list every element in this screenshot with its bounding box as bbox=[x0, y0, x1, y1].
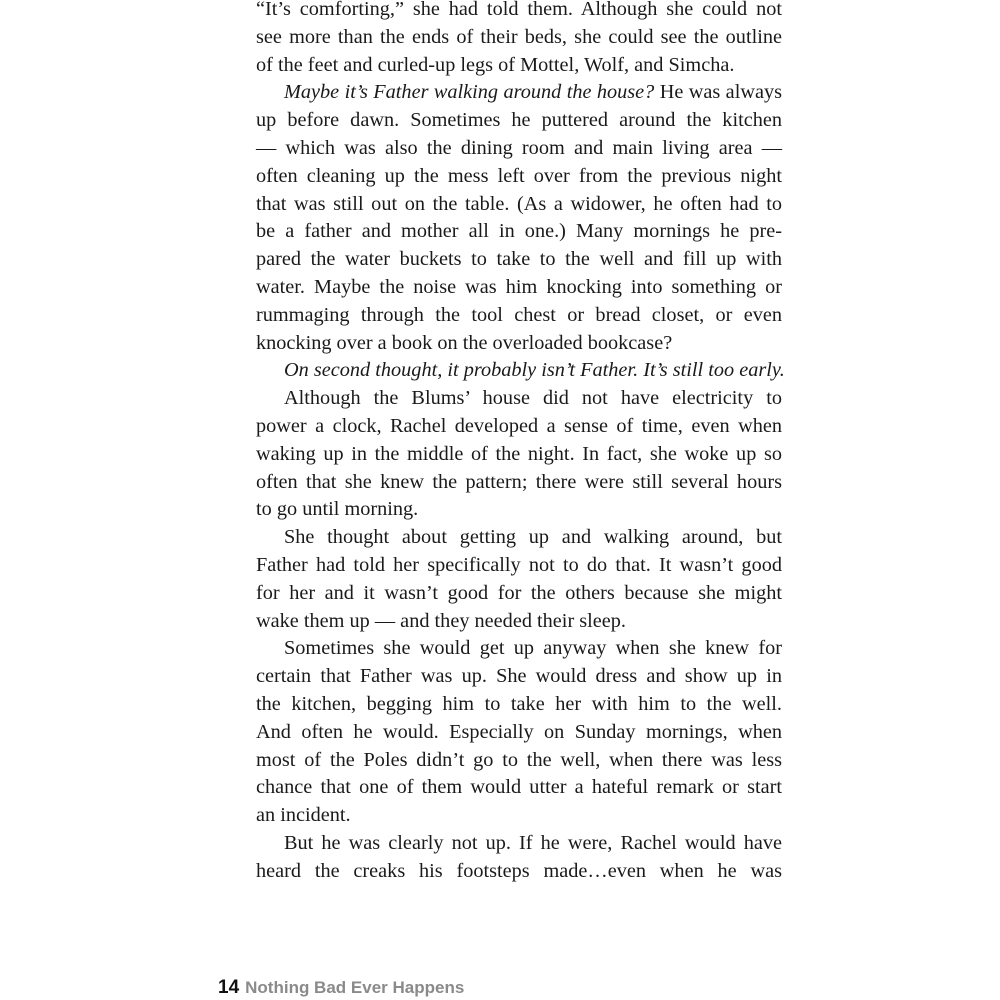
line-text: pared the water buckets to take to the well and fill up with bbox=[256, 248, 782, 271]
text-line bbox=[256, 274, 782, 302]
text-line bbox=[256, 441, 782, 469]
line-text: — which was also the dining room and main living area — bbox=[256, 136, 782, 159]
text-line bbox=[256, 858, 782, 886]
line-text: that was still out on the table. (As a widower, he often had to bbox=[256, 192, 782, 215]
line-text: heard the creaks his footsteps made…even when he was bbox=[256, 859, 782, 882]
text-line bbox=[256, 774, 782, 802]
text-line bbox=[256, 0, 782, 24]
text-line bbox=[256, 635, 782, 663]
text-line bbox=[256, 191, 782, 219]
line-text: often cleaning up the mess left over from the previous night bbox=[256, 164, 782, 187]
line-text: And often he would. Especially on Sunday mornings, when bbox=[256, 720, 782, 743]
text-line bbox=[256, 357, 785, 385]
text-line bbox=[256, 163, 782, 191]
text-line bbox=[256, 830, 782, 858]
text-line bbox=[256, 524, 782, 552]
text-line bbox=[256, 302, 782, 330]
line-text: up before dawn. Sometimes he puttered around the kitchen bbox=[256, 109, 782, 132]
line-text: She thought about getting up and walking around, but bbox=[284, 526, 782, 549]
line-text: But he was clearly not up. If he were, Rachel would have bbox=[284, 831, 782, 854]
text-line bbox=[256, 469, 782, 497]
line-text: see more than the ends of their beds, she could see the outline bbox=[256, 25, 782, 48]
text-line bbox=[256, 608, 782, 636]
italic-text: Maybe it’s Father walking around the house? bbox=[284, 81, 655, 104]
line-text: certain that Father was up. She would dress and show up in bbox=[256, 665, 782, 688]
text-line bbox=[256, 747, 782, 775]
body-text bbox=[256, 0, 785, 886]
line-text: Father had told her specifically not to do that. It wasn’t good bbox=[256, 553, 782, 576]
text-line bbox=[256, 79, 782, 107]
page-number: 14 bbox=[218, 977, 240, 998]
line-text: waking up in the middle of the night. In fact, she woke up so bbox=[256, 442, 782, 465]
text-line bbox=[256, 24, 782, 52]
line-text: rummaging through the tool chest or bread closet, or even bbox=[256, 303, 782, 326]
line-text: knocking over a book on the overloaded bookcase? bbox=[256, 331, 673, 354]
text-line bbox=[256, 385, 782, 413]
line-text: of the feet and curled-up legs of Mottel, Wolf, and Simcha. bbox=[256, 53, 735, 76]
text-line bbox=[256, 496, 782, 524]
line-text: wake them up — and they needed their sleep. bbox=[256, 609, 627, 632]
text-line bbox=[256, 135, 782, 163]
line-text: most of the Poles didn’t go to the well, when there was less bbox=[256, 748, 782, 771]
line-text: to go until morning. bbox=[256, 498, 419, 521]
text-line bbox=[256, 580, 782, 608]
line-text: chance that one of them would utter a hateful remark or start bbox=[256, 776, 782, 799]
text-line bbox=[256, 663, 782, 691]
text-line bbox=[256, 107, 782, 135]
text-line bbox=[256, 413, 782, 441]
text-line bbox=[256, 218, 782, 246]
line-text: He was always bbox=[654, 81, 783, 104]
text-line bbox=[256, 330, 782, 358]
text-line bbox=[256, 246, 782, 274]
line-text: be a father and mother all in one.) Many mornings he pre- bbox=[256, 220, 782, 243]
line-text: water. Maybe the noise was him knocking into something or bbox=[256, 275, 782, 298]
line-text: Although the Blums’ house did not have electricity to bbox=[284, 387, 782, 410]
text-line bbox=[256, 691, 782, 719]
page-footer bbox=[218, 976, 464, 999]
text-line bbox=[256, 719, 782, 747]
text-line bbox=[256, 552, 782, 580]
line-text: “It’s comforting,” she had told them. Although she could not bbox=[256, 0, 782, 20]
italic-text: On second thought, it probably isn’t Father. It’s still too early. bbox=[284, 359, 785, 382]
text-line bbox=[256, 802, 782, 830]
line-text: often that she knew the pattern; there were still several hours bbox=[256, 470, 782, 493]
line-text: power a clock, Rachel developed a sense of time, even when bbox=[256, 414, 782, 437]
running-title: Nothing Bad Ever Happens bbox=[245, 978, 465, 997]
text-line bbox=[256, 52, 782, 80]
line-text: an incident. bbox=[256, 804, 351, 827]
line-text: for her and it wasn’t good for the others because she might bbox=[256, 581, 782, 604]
line-text: the kitchen, begging him to take her with him to the well. bbox=[256, 692, 782, 715]
line-text: Sometimes she would get up anyway when she knew for bbox=[284, 637, 782, 660]
